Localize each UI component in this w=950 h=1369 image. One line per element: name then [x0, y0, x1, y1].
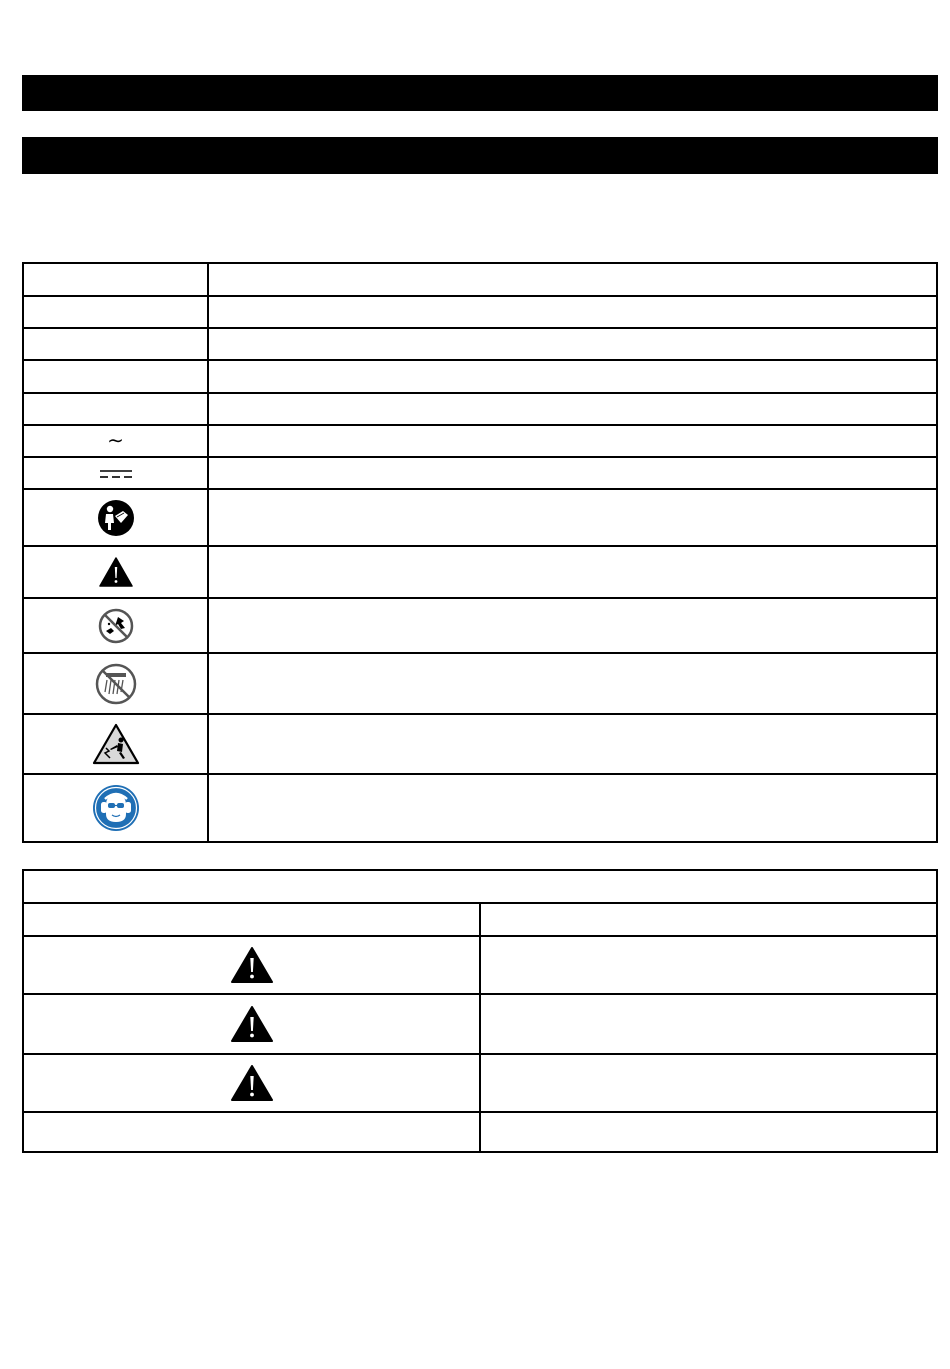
symbol-cell: [23, 714, 208, 774]
caution-triangle-icon: [230, 1064, 274, 1102]
table-row: [23, 1112, 937, 1152]
symbol-cell: [23, 328, 208, 360]
meaning-cell: [208, 393, 937, 425]
symbol-cell: [23, 653, 208, 714]
meaning-cell: [208, 774, 937, 842]
symbology-table: [22, 262, 938, 843]
table-row: [23, 296, 937, 328]
symbol-cell: [23, 1112, 480, 1152]
meaning-cell: [208, 425, 937, 457]
meaning-cell: [208, 489, 937, 546]
table-header-row: [23, 903, 937, 936]
table-row: [23, 328, 937, 360]
symbol-cell: [23, 360, 208, 393]
table-header-row: [23, 263, 937, 296]
warning-triangle-icon: [230, 1005, 274, 1043]
meaning-cell: [480, 1112, 937, 1152]
meaning-cell: [208, 457, 937, 489]
meaning-cell: [480, 994, 937, 1054]
symbol-cell: [23, 1054, 480, 1112]
table-row: [23, 598, 937, 653]
meaning-column-header: [208, 263, 937, 296]
table-row: [23, 936, 937, 994]
symbol-cell: [23, 393, 208, 425]
meaning-cell: [208, 360, 937, 393]
no-touching-fan-icon: [97, 607, 135, 645]
symbol-cell: [23, 425, 208, 457]
symbol-column-header: [23, 263, 208, 296]
symbol-cell: [23, 936, 480, 994]
meaning-cell: [208, 714, 937, 774]
warning-triangle-icon: [99, 557, 133, 587]
alternating-current-icon: ∼: [107, 430, 124, 452]
table-row: [23, 714, 937, 774]
table-row: [23, 489, 937, 546]
meaning-cell: [480, 1054, 937, 1112]
meaning-column-header: [480, 903, 937, 936]
signal-words-table: [22, 869, 938, 1153]
symbol-column-header: [23, 903, 480, 936]
table-row: [23, 360, 937, 393]
table-row: [23, 393, 937, 425]
table-title-cell: [23, 870, 937, 903]
wear-eye-ear-protection-icon: [92, 784, 140, 832]
table-row: [23, 546, 937, 598]
read-manual-icon: [97, 499, 135, 537]
symbol-cell: [23, 457, 208, 489]
meaning-cell: [208, 546, 937, 598]
no-rain-exposure-icon: [94, 662, 138, 706]
electric-shock-warning-icon: [92, 723, 140, 765]
meaning-cell: [480, 936, 937, 994]
table-title-row: [23, 870, 937, 903]
symbol-cell: [23, 296, 208, 328]
symbol-cell: [23, 774, 208, 842]
danger-triangle-icon: [230, 946, 274, 984]
meaning-cell: [208, 296, 937, 328]
symbol-cell: [23, 489, 208, 546]
table-row: [23, 457, 937, 489]
symbol-cell: [23, 546, 208, 598]
table-row: [23, 994, 937, 1054]
direct-current-icon: [99, 468, 133, 480]
symbol-cell: [23, 994, 480, 1054]
table-row: [23, 425, 937, 457]
meaning-cell: [208, 653, 937, 714]
section-header-bar: [22, 75, 938, 111]
table-row: [23, 1054, 937, 1112]
meaning-cell: [208, 598, 937, 653]
subsection-header-bar: [22, 137, 938, 174]
meaning-cell: [208, 328, 937, 360]
table-row: [23, 653, 937, 714]
table-row: [23, 774, 937, 842]
symbol-cell: [23, 598, 208, 653]
